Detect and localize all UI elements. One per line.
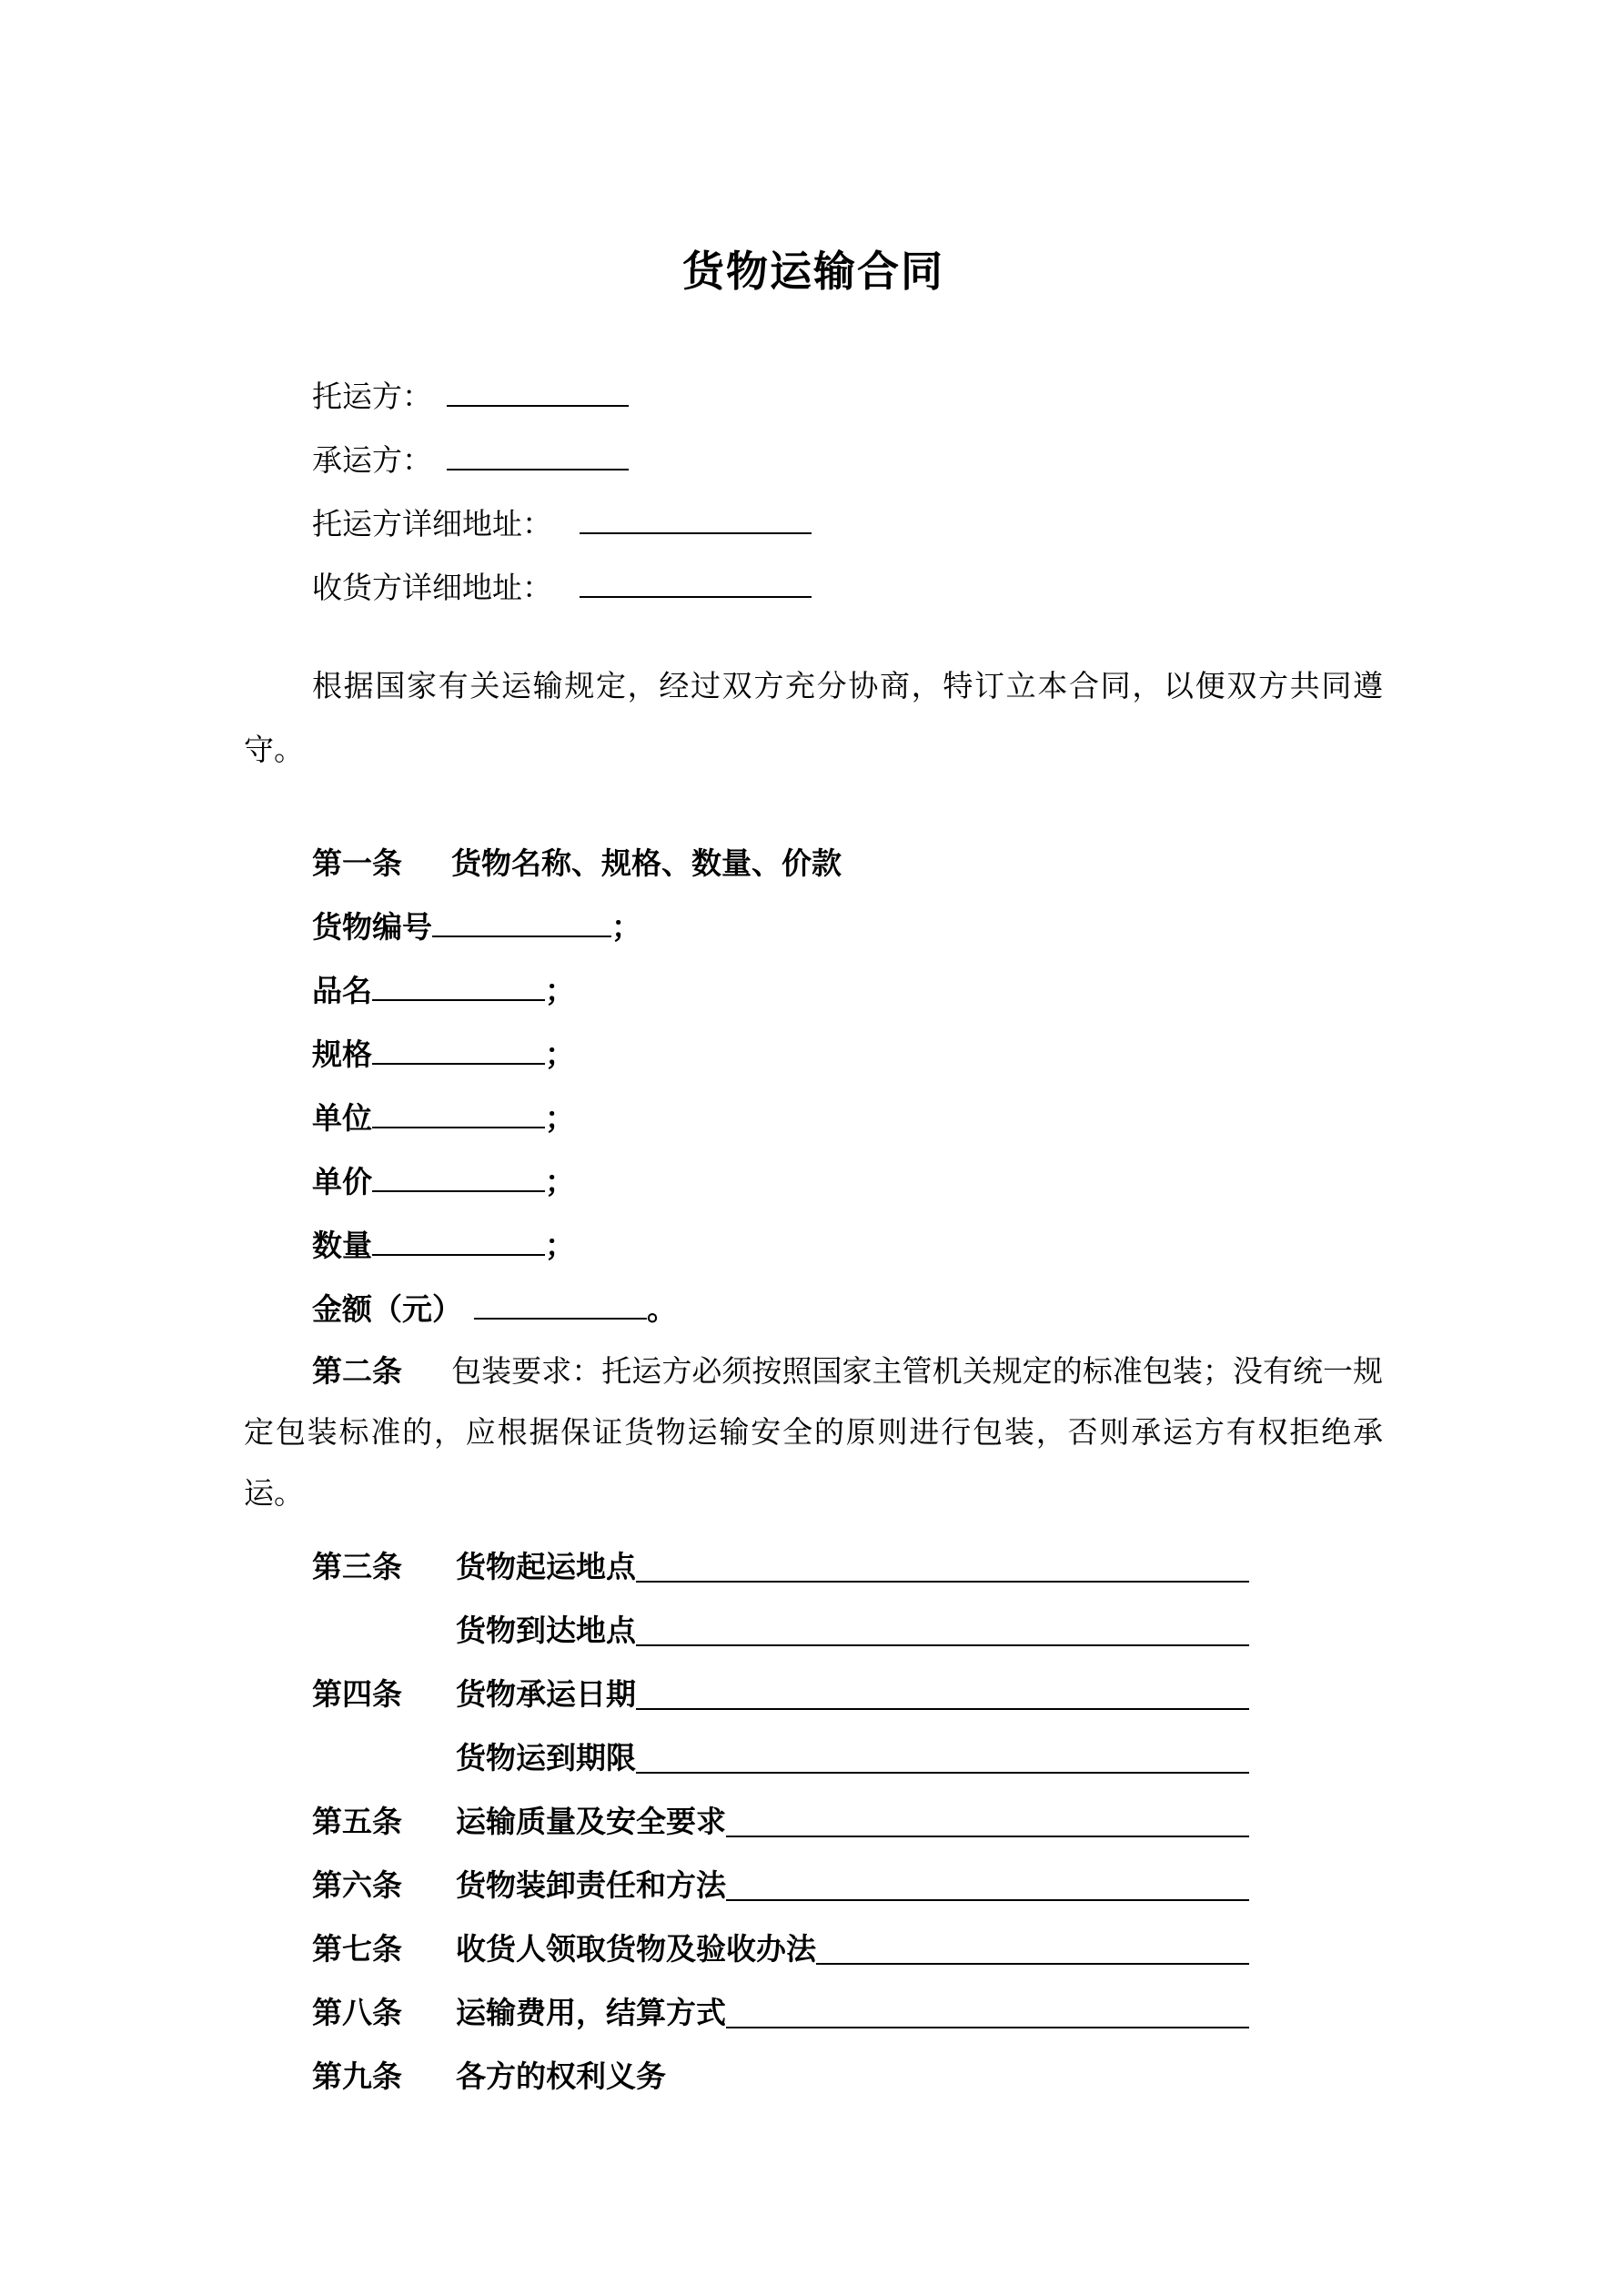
goods-field-punctuation: ；: [545, 976, 575, 1008]
party-label: 托运方详细地址：: [312, 509, 552, 541]
goods-field-punctuation: ；: [545, 1039, 575, 1072]
section-label: 运输质量及安全要求: [456, 1806, 726, 1839]
goods-field-punctuation: ；: [545, 1167, 575, 1199]
section-fill-empty: [666, 2046, 1249, 2092]
goods-field-punctuation: ；: [611, 912, 641, 945]
section-number: 第九条: [312, 2061, 402, 2094]
section-row: [312, 1600, 1249, 1664]
section-label: 货物到达地点: [456, 1615, 636, 1648]
blank-underline: [726, 1855, 1249, 1901]
intro-paragraph: 根据国家有关运输规定，经过双方充分协商，特订立本合同，以便双方共同遵守。: [244, 671, 1383, 767]
blank-underline: [372, 968, 545, 1001]
party-line: [244, 557, 1383, 621]
article2-body: 包装要求：托运方必须按照国家主管机关规定的标准包装；没有统一规定包装标准的，应根据保证货物运输安全的原则进行包装，否则承运方有权拒绝承运。: [244, 1356, 1384, 1511]
section-row: [312, 1855, 1249, 1918]
section-row: [312, 1664, 1249, 1727]
goods-field-punctuation: 。: [647, 1294, 677, 1327]
goods-field-line: [244, 896, 1383, 960]
section-number: 第七条: [312, 1934, 402, 1967]
section-label: 货物承运日期: [456, 1679, 636, 1712]
goods-field-punctuation: ；: [545, 1230, 575, 1263]
article1-number: 第一条: [312, 848, 402, 881]
blank-underline: [372, 1223, 545, 1256]
blank-underline: [372, 1096, 545, 1128]
section-number: [312, 1600, 407, 1664]
blank-underline: [636, 1600, 1249, 1646]
sections-block: [244, 1536, 1383, 2109]
blank-underline: [636, 1727, 1249, 1774]
goods-field-label: 金额（元）: [312, 1294, 462, 1327]
section-label: 货物运到期限: [456, 1743, 636, 1775]
blank-underline: [474, 1287, 647, 1320]
section-label: 各方的权利义务: [456, 2061, 666, 2094]
goods-field-line: [244, 1279, 1383, 1342]
goods-field-label: 单价: [312, 1167, 372, 1199]
goods-field-line: [244, 1024, 1383, 1087]
goods-field-line: [244, 1151, 1383, 1215]
article2-paragraph: [244, 1342, 1383, 1525]
blank-underline: [447, 374, 629, 407]
blank-underline: [580, 565, 812, 598]
blank-underline: [816, 1918, 1249, 1965]
section-number: 第四条: [312, 1679, 402, 1712]
blank-underline: [636, 1664, 1249, 1710]
party-line: [244, 430, 1383, 493]
section-label: 货物装卸责任和方法: [456, 1870, 726, 1903]
page-title: 货物运输合同: [682, 248, 944, 295]
section-row: [312, 1727, 1249, 1791]
section-label: 运输费用，结算方式: [456, 1998, 726, 2030]
party-label: 托运方：: [312, 381, 432, 414]
blank-underline: [636, 1536, 1249, 1583]
blank-underline: [726, 1791, 1249, 1837]
blank-underline: [580, 501, 812, 534]
party-line: [244, 493, 1383, 557]
section-number: 第六条: [312, 1870, 402, 1903]
section-row: [312, 2046, 1249, 2109]
goods-field-line: [244, 1087, 1383, 1151]
blank-underline: [726, 1982, 1249, 2028]
section-label: 货物起运地点: [456, 1552, 636, 1584]
goods-field-line: [244, 960, 1383, 1024]
article1-title: 货物名称、规格、数量、价款: [451, 848, 842, 881]
section-row: [312, 1918, 1249, 1982]
party-label: 承运方：: [312, 445, 432, 478]
blank-underline: [447, 438, 629, 470]
party-line: [244, 366, 1383, 430]
section-row: [312, 1791, 1249, 1855]
section-number: 第五条: [312, 1806, 402, 1839]
article1-heading: [244, 833, 1383, 896]
section-number: 第三条: [312, 1552, 402, 1584]
goods-field-label: 规格: [312, 1039, 372, 1072]
party-info-block: [244, 366, 1383, 621]
goods-field-punctuation: ；: [545, 1103, 575, 1136]
goods-field-line: [244, 1215, 1383, 1279]
party-label: 收货方详细地址：: [312, 572, 552, 605]
section-row: [312, 1982, 1249, 2046]
goods-field-label: 数量: [312, 1230, 372, 1263]
section-label: 收货人领取货物及验收办法: [456, 1934, 816, 1967]
goods-field-label: 货物编号: [312, 912, 432, 945]
article2-number: 第二条: [312, 1356, 403, 1389]
blank-underline: [372, 1159, 545, 1192]
section-row: [312, 1536, 1249, 1600]
goods-field-label: 单位: [312, 1103, 372, 1136]
section-number: 第八条: [312, 1998, 402, 2030]
blank-underline: [432, 905, 611, 937]
section-number: [312, 1727, 407, 1791]
goods-field-label: 品名: [312, 976, 372, 1008]
blank-underline: [372, 1032, 545, 1065]
goods-fields-block: [244, 896, 1383, 1342]
